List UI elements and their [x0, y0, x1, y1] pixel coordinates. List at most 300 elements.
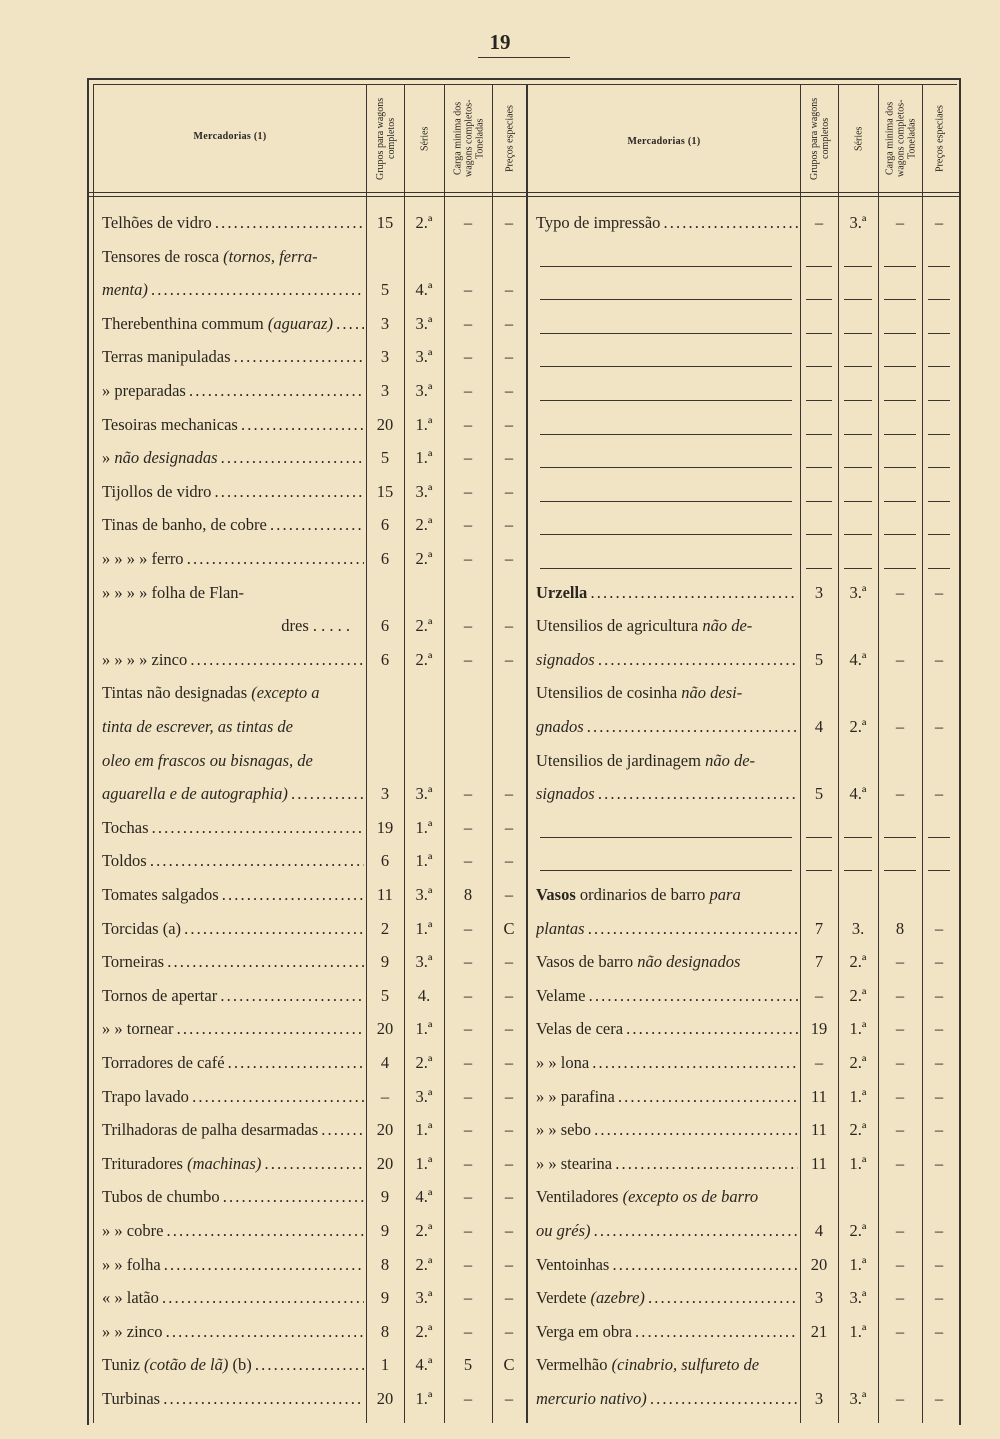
blank-cell-line: [884, 534, 916, 535]
blank-cell-line: [806, 467, 832, 468]
entry-text: » » sebo: [536, 1120, 591, 1140]
blank-cell-line: [928, 837, 950, 838]
preco-cell: –: [504, 448, 514, 468]
blank-cell-line: [884, 467, 916, 468]
header-series-right: Séries: [853, 126, 865, 151]
serie-cell: 2.ª: [849, 952, 867, 972]
blank-cell-line: [884, 837, 916, 838]
grupo-cell: 5: [814, 649, 824, 669]
entry-text-italic: tinta de escrever, as tintas de: [102, 717, 293, 736]
blank-cell-line: [844, 534, 872, 535]
leader-dots: [660, 213, 798, 232]
blank-cell-line: [884, 400, 916, 401]
table-row-name: [536, 744, 798, 778]
preco-cell: –: [504, 213, 514, 232]
entry-text-italic: menta): [102, 280, 148, 300]
table-row-name: [536, 676, 798, 710]
serie-cell: 3.ª: [415, 952, 433, 972]
table-frame-inner-rule: [93, 84, 957, 85]
carga-cell: –: [895, 952, 905, 972]
table-row-name: [102, 408, 364, 442]
carga-cell: –: [463, 649, 473, 669]
leader-dots: . . . . .: [308, 616, 350, 636]
blank-cell-line: [928, 870, 950, 871]
leader-dots: [591, 1221, 798, 1240]
blank-entry-line: [540, 366, 792, 367]
grupo-cell: 3: [380, 347, 390, 367]
table-row-name: [536, 979, 798, 1013]
entry-text: Torradores de café: [102, 1053, 225, 1072]
table-row-name: [536, 1012, 798, 1046]
entry-text-italic: oleo em frascos ou bisnagas, de: [102, 750, 313, 770]
preco-cell: –: [504, 481, 514, 501]
entry-text: »: [102, 448, 115, 468]
entry-text: « » latão: [102, 1288, 159, 1308]
grupo-cell: 11: [811, 1086, 827, 1106]
serie-cell: 3.ª: [415, 313, 433, 333]
entry-text: » » stearina: [536, 1153, 613, 1173]
serie-cell: 3.ª: [849, 1389, 867, 1408]
table-row-name: [536, 1281, 798, 1315]
blank-cell-line: [884, 299, 916, 300]
carga-cell: –: [463, 381, 473, 400]
entry-text: Verdete: [536, 1288, 591, 1308]
preco-cell: –: [504, 1254, 514, 1274]
header-carga-left: Carga minima dos wagons completos-Toneladas: [452, 99, 486, 178]
serie-cell: 1.ª: [415, 448, 433, 468]
serie-cell: 3.ª: [415, 885, 433, 904]
preco-cell: –: [934, 582, 944, 602]
entry-text-italic: mercurio nativo): [536, 1389, 647, 1408]
entry-text-italic: aguarella e de autographia): [102, 784, 288, 804]
grupo-cell: 21: [810, 1321, 828, 1341]
table-row-name: [102, 777, 364, 811]
grupo-cell: 3: [814, 582, 824, 602]
preco-cell: –: [504, 784, 514, 804]
blank-cell-line: [806, 568, 832, 569]
table-row-name: [102, 1012, 364, 1046]
entry-text-italic: (tornos, ferra-: [223, 246, 318, 266]
preco-cell: –: [504, 817, 514, 837]
leader-dots: [288, 784, 364, 803]
preco-cell: –: [504, 515, 514, 535]
blank-cell-line: [928, 266, 950, 267]
blank-cell-line: [844, 837, 872, 838]
blank-cell-line: [884, 333, 916, 334]
col-line: [93, 84, 94, 1423]
serie-cell: 4.ª: [849, 784, 867, 804]
table-row-name: [102, 676, 364, 710]
blank-cell-line: [844, 568, 872, 569]
blank-cell-line: [928, 501, 950, 502]
serie-cell: 4.ª: [415, 1355, 433, 1375]
entry-text: Vasos: [536, 885, 576, 904]
table-row-name: [536, 878, 798, 912]
entry-text-italic: não designadas: [114, 448, 218, 468]
grupo-cell: 7: [814, 952, 824, 972]
leader-dots: [225, 1053, 364, 1072]
table-row-name: [536, 1382, 798, 1416]
preco-cell: –: [934, 1120, 944, 1140]
preco-cell: –: [934, 1053, 944, 1072]
leader-dots: [587, 583, 798, 602]
serie-cell: 2.ª: [415, 515, 433, 535]
entry-text-italic: (cinabrio, sulfureto de: [611, 1355, 760, 1375]
serie-cell: 1.ª: [415, 918, 433, 938]
serie-cell: 4.: [417, 985, 431, 1005]
grupo-cell: 4: [814, 1221, 824, 1240]
leader-dots: [160, 1389, 364, 1408]
grupo-cell: 6: [380, 616, 390, 636]
entry-text-italic: não de-: [705, 750, 756, 770]
entry-text: » » parafina: [536, 1086, 615, 1106]
leader-dots: [186, 381, 364, 400]
entry-text-italic: não desi-: [681, 683, 743, 703]
entry-text: » » » » zinco: [102, 649, 188, 669]
leader-dots: [164, 952, 364, 971]
leader-dots: [615, 1087, 798, 1106]
preco-cell: –: [504, 952, 514, 972]
table-row-name: [536, 1080, 798, 1114]
carga-cell: –: [895, 1153, 905, 1173]
page-number: 19: [489, 30, 511, 54]
grupo-cell: 8: [380, 1254, 390, 1274]
grupo-cell: 20: [810, 1254, 828, 1274]
serie-cell: 3.ª: [415, 381, 433, 400]
entry-text: Turbinas: [102, 1389, 161, 1408]
carga-cell: –: [895, 1120, 905, 1140]
table-row-name: [102, 1214, 364, 1248]
preco-cell: –: [504, 347, 514, 367]
blank-cell-line: [884, 501, 916, 502]
leader-dots: [318, 1120, 364, 1139]
table-row-name: [536, 710, 798, 744]
leader-dots: [333, 314, 364, 333]
serie-cell: 3.ª: [849, 213, 867, 232]
grupo-cell: 11: [811, 1153, 827, 1173]
table-row-name: [536, 576, 798, 610]
grupo-cell: 20: [376, 1153, 394, 1173]
entry-text: Tensores de rosca: [102, 246, 224, 266]
carga-cell: 5: [463, 1355, 473, 1375]
blank-cell-line: [806, 837, 832, 838]
entry-text: Tuniz: [102, 1355, 145, 1375]
blank-cell-line: [806, 434, 832, 435]
entry-text-italic: (aguaraz): [267, 313, 333, 333]
preco-cell: –: [934, 649, 944, 669]
serie-cell: 1.ª: [415, 414, 433, 434]
header-precos-right: Preços especiaes: [934, 105, 946, 172]
table-row-name: [536, 1348, 798, 1382]
entry-text: Trilhadoras de palha desarmadas: [102, 1120, 319, 1140]
carga-cell: –: [463, 549, 473, 568]
table-row-name: [102, 878, 364, 912]
entry-text: Ventiladores: [536, 1187, 623, 1207]
leader-dots: [647, 1389, 798, 1408]
entry-text-italic: (machinas): [187, 1153, 262, 1173]
blank-entry-line: [540, 501, 792, 502]
entry-text: Trituradores: [102, 1153, 188, 1173]
grupo-cell: 1: [380, 1355, 390, 1375]
carga-cell: –: [463, 1321, 473, 1341]
table-row-name: [102, 441, 364, 475]
leader-dots: [595, 784, 798, 803]
leader-dots: [148, 280, 364, 299]
blank-cell-line: [806, 534, 832, 535]
grupo-cell: 9: [380, 1221, 390, 1240]
carga-cell: –: [895, 1086, 905, 1106]
blank-cell-line: [928, 434, 950, 435]
carga-cell: –: [463, 280, 473, 300]
carga-cell: 8: [895, 918, 905, 938]
blank-entry-line: [540, 299, 792, 300]
blank-cell-line: [844, 434, 872, 435]
col-line-middle: [526, 84, 528, 1423]
carga-cell: –: [895, 717, 905, 736]
leader-dots: [623, 1019, 798, 1038]
serie-cell: 3.ª: [415, 1288, 433, 1308]
entry-text-italic: gnados: [536, 717, 584, 736]
entry-text: Tochas: [102, 817, 149, 837]
preco-cell: –: [934, 717, 944, 736]
table-row-name: [536, 1315, 798, 1349]
carga-cell: –: [463, 817, 473, 837]
serie-cell: 2.ª: [415, 1321, 433, 1341]
table-row-name: [102, 811, 364, 845]
table-row-name: [102, 576, 364, 610]
table-row-name: [102, 340, 364, 374]
carga-cell: –: [463, 1288, 473, 1308]
leader-dots: [584, 717, 798, 736]
entry-text: » » zinco: [102, 1321, 163, 1341]
serie-cell: 2.ª: [849, 985, 867, 1005]
preco-cell: –: [934, 1153, 944, 1173]
carga-cell: –: [895, 582, 905, 602]
table-row-name: [102, 979, 364, 1013]
entry-text: Tinas de banho, de cobre: [102, 515, 267, 535]
header-mercadorias-right: Mercadorias (1): [627, 136, 701, 147]
table-row-name: [102, 475, 364, 509]
grupo-cell: 4: [380, 1053, 390, 1072]
serie-cell: 1.ª: [415, 817, 433, 837]
entry-text: Typo de impressão: [536, 213, 661, 232]
table-row-name: [102, 508, 364, 542]
entry-text: Velame: [536, 985, 586, 1005]
grupo-cell: 6: [380, 549, 390, 568]
carga-cell: –: [895, 784, 905, 804]
entry-text-italic: não designados: [637, 952, 741, 972]
entry-text: Tijollos de vidro: [102, 481, 212, 501]
entry-text-italic: (azebre): [590, 1288, 645, 1308]
serie-cell: 1.ª: [415, 851, 433, 871]
table-row-name: [102, 609, 364, 643]
blank-cell-line: [844, 870, 872, 871]
preco-cell: –: [504, 1086, 514, 1106]
table-row-name: [102, 1147, 364, 1181]
preco-cell: C: [503, 918, 515, 938]
header-grupos-left: Grupos para wagons completos: [375, 97, 397, 180]
grupo-cell: 3: [814, 1288, 824, 1308]
blank-cell-line: [806, 299, 832, 300]
carga-cell: –: [895, 1254, 905, 1274]
entry-text-italic: signados: [536, 649, 595, 669]
leader-dots: [609, 1255, 798, 1274]
leader-dots: [163, 1221, 364, 1240]
blank-cell-line: [884, 870, 916, 871]
table-row-name: [536, 912, 798, 946]
grupo-cell: –: [814, 985, 824, 1005]
grupo-cell: 5: [380, 985, 390, 1005]
serie-cell: 1.ª: [849, 1019, 867, 1039]
preco-cell: –: [504, 381, 514, 400]
serie-cell: 3.ª: [415, 784, 433, 804]
blank-entry-line: [540, 837, 792, 838]
table-row-name: [102, 1348, 364, 1382]
leader-dots: [238, 415, 364, 434]
entry-text: Utensilios de jardinagem: [536, 750, 706, 770]
leader-dots: [632, 1322, 798, 1341]
entry-text: Telhões de vidro: [102, 213, 212, 232]
carga-cell: –: [895, 1321, 905, 1341]
preco-cell: –: [934, 1321, 944, 1341]
grupo-cell: 6: [380, 515, 390, 535]
entry-text: Vasos de barro: [536, 952, 638, 972]
carga-cell: –: [463, 213, 473, 232]
entry-text-italic: signados: [536, 784, 595, 804]
grupo-cell: 20: [376, 1389, 394, 1408]
table-row-name: [536, 1248, 798, 1282]
header-series-left: Séries: [419, 126, 431, 151]
serie-cell: 2.ª: [415, 549, 433, 568]
carga-cell: –: [895, 1389, 905, 1408]
blank-cell-line: [928, 568, 950, 569]
blank-entry-line: [540, 568, 792, 569]
carga-cell: –: [895, 1221, 905, 1240]
leader-dots: [181, 919, 364, 938]
leader-dots: [267, 515, 364, 534]
preco-cell: –: [934, 952, 944, 972]
serie-cell: 4.ª: [415, 1187, 433, 1207]
grupo-cell: 6: [380, 649, 390, 669]
table-row-name: [102, 1180, 364, 1214]
leader-dots: [147, 851, 364, 870]
carga-cell: –: [895, 985, 905, 1005]
entry-text: » preparadas: [102, 381, 186, 400]
preco-cell: –: [504, 280, 514, 300]
carga-cell: –: [895, 1288, 905, 1308]
entry-text-italic: não de-: [702, 616, 753, 636]
preco-cell: –: [504, 1120, 514, 1140]
table-row-name: [102, 710, 364, 744]
leader-dots: [219, 885, 364, 904]
entry-text: Velas de cera: [536, 1019, 624, 1039]
grupo-cell: 20: [376, 414, 394, 434]
preco-cell: –: [504, 1019, 514, 1039]
preco-cell: –: [934, 1389, 944, 1408]
serie-cell: 2.ª: [415, 616, 433, 636]
entry-text: Ventoinhas: [536, 1254, 610, 1274]
entry-text: Toldos: [102, 851, 147, 871]
serie-cell: 2.ª: [415, 213, 433, 232]
entry-text: Urzella: [536, 582, 588, 602]
leader-dots: [217, 986, 364, 1005]
serie-cell: 3.ª: [415, 1086, 433, 1106]
blank-entry-line: [540, 333, 792, 334]
table-row-name: [536, 777, 798, 811]
header-precos-left: Preços especiaes: [504, 105, 516, 172]
preco-cell: –: [504, 616, 514, 636]
carga-cell: –: [463, 784, 473, 804]
serie-cell: 3.ª: [849, 1288, 867, 1308]
leader-dots: [591, 1120, 798, 1139]
preco-cell: –: [934, 1221, 944, 1240]
table-row-name: [536, 945, 798, 979]
entry-text: » » tornear: [102, 1019, 174, 1039]
table-row-name: [102, 1248, 364, 1282]
table-row-name: [102, 1382, 364, 1416]
grupo-cell: 3: [380, 381, 390, 400]
entry-text-tail: ordinarios de barro: [575, 885, 710, 904]
serie-cell: 3.ª: [415, 481, 433, 501]
serie-cell: 1.ª: [849, 1153, 867, 1173]
leader-dots: [220, 1187, 364, 1206]
preco-cell: –: [934, 784, 944, 804]
table-row-name: [102, 307, 364, 341]
blank-cell-line: [884, 434, 916, 435]
carga-cell: –: [895, 213, 905, 232]
blank-entry-line: [540, 467, 792, 468]
blank-cell-line: [928, 333, 950, 334]
table-row-name: [102, 240, 364, 274]
blank-cell-line: [928, 299, 950, 300]
preco-cell: –: [504, 1221, 514, 1240]
entry-text: » » » » folha de Flan-: [102, 582, 245, 602]
table-row-name: [536, 1046, 798, 1080]
header-bottom-rule: [87, 192, 961, 193]
blank-cell-line: [928, 366, 950, 367]
carga-cell: –: [895, 649, 905, 669]
leader-dots: [189, 1087, 364, 1106]
serie-cell: 1.ª: [415, 1120, 433, 1140]
entry-text: Torcidas (a): [102, 918, 182, 938]
leader-dots: [184, 549, 364, 568]
table-row-name: [102, 1046, 364, 1080]
table-row-name: [102, 206, 364, 240]
header-carga-right: Carga minima dos wagons completos-Toneladas: [884, 99, 918, 178]
blank-cell-line: [806, 333, 832, 334]
blank-cell-line: [928, 400, 950, 401]
grupo-cell: 8: [380, 1321, 390, 1341]
blank-cell-line: [844, 467, 872, 468]
serie-cell: 1.ª: [415, 1153, 433, 1173]
entry-text: Utensilios de cosinha: [536, 683, 682, 703]
entry-text-italic: (excepto os de barro: [622, 1187, 759, 1207]
leader-dots: [595, 650, 798, 669]
serie-cell: 3.: [851, 918, 865, 938]
blank-entry-line: [540, 434, 792, 435]
grupo-cell: 9: [380, 1187, 390, 1207]
entry-text: Utensilios de agricultura: [536, 616, 703, 636]
grupo-cell: 19: [810, 1019, 828, 1039]
grupo-cell: 20: [376, 1019, 394, 1039]
carga-cell: –: [463, 985, 473, 1005]
entry-text: Tintas não designadas: [102, 683, 252, 703]
carga-cell: –: [463, 1187, 473, 1207]
leader-dots: [252, 1355, 364, 1374]
blank-cell-line: [884, 366, 916, 367]
serie-cell: 2.ª: [849, 717, 867, 736]
preco-cell: C: [503, 1355, 515, 1375]
